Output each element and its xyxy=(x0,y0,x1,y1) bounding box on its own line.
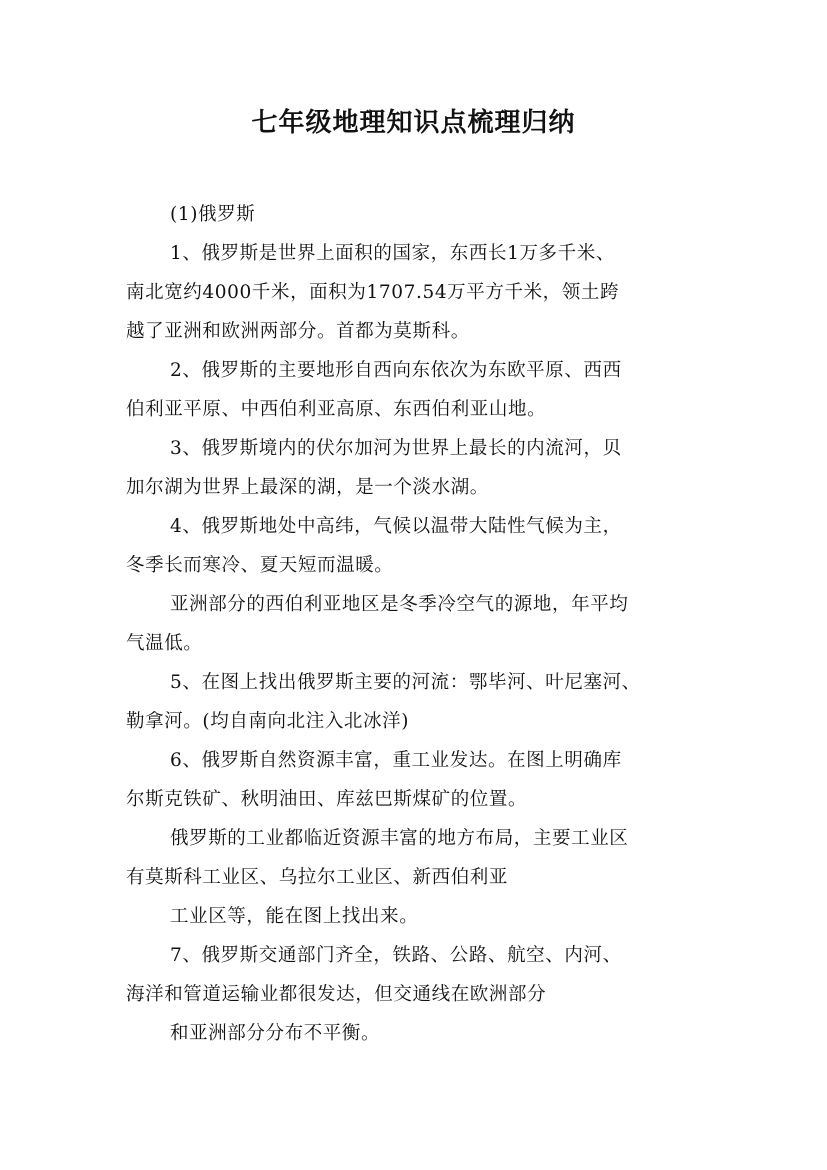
text-line: 冬季长而寒冷、夏天短而温暖。 xyxy=(126,555,394,576)
text-line: 和亚洲部分分布不平衡。 xyxy=(170,1023,381,1044)
text-line: (1)俄罗斯 xyxy=(170,204,256,225)
text-line: 海洋和管道运输业都很发达，但交通线在欧洲部分 xyxy=(126,984,547,1005)
text-line: 亚洲部分的西伯利亚地区是冬季冷空气的源地，年平均 xyxy=(170,594,629,615)
document-title: 七年级地理知识点梳理归纳 xyxy=(251,108,576,138)
text-line: 勒拿河。(均自南向北注入北冰洋) xyxy=(126,711,410,732)
text-line: 工业区等，能在图上找出来。 xyxy=(170,906,419,927)
text-line: 4、俄罗斯地处中高纬，气候以温带大陆性气候为主， xyxy=(170,516,622,537)
text-line: 南北宽约4000千米，面积为1707.54万平方千米，领土跨 xyxy=(126,282,620,303)
text-line: 俄罗斯的工业都临近资源丰富的地方布局，主要工业区 xyxy=(170,828,629,849)
text-line: 尔斯克铁矿、秋明油田、库兹巴斯煤矿的位置。 xyxy=(126,789,528,810)
text-line: 加尔湖为世界上最深的湖，是一个淡水湖。 xyxy=(126,477,489,498)
text-line: 气温低。 xyxy=(126,633,203,654)
text-line: 5、在图上找出俄罗斯主要的河流：鄂毕河、叶尼塞河、 xyxy=(170,672,641,693)
text-line: 1、俄罗斯是世界上面积的国家，东西长1万多千米、 xyxy=(170,243,615,264)
text-line: 越了亚洲和欧洲两部分。首都为莫斯科。 xyxy=(126,321,470,342)
text-line: 7、俄罗斯交通部门齐全，铁路、公路、航空、内河、 xyxy=(170,945,622,966)
text-line: 有莫斯科工业区、乌拉尔工业区、新西伯利亚 xyxy=(126,867,509,888)
document-body xyxy=(126,195,711,1053)
text-line: 2、俄罗斯的主要地形自西向东依次为东欧平原、西西 xyxy=(170,360,622,381)
text-line: 3、俄罗斯境内的伏尔加河为世界上最长的内流河，贝 xyxy=(170,438,622,459)
text-line: 伯利亚平原、中西伯利亚高原、东西伯利亚山地。 xyxy=(126,399,547,420)
text-line: 6、俄罗斯自然资源丰富，重工业发达。在图上明确库 xyxy=(170,750,622,771)
